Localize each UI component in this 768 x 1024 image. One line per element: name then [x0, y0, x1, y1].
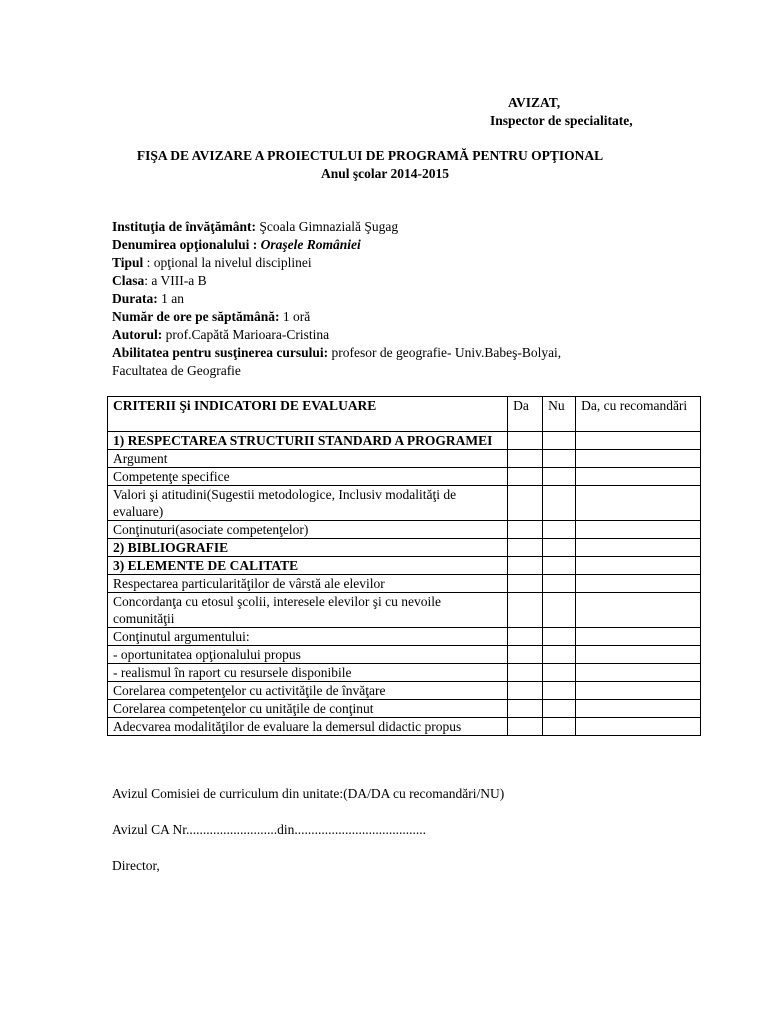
da-cell[interactable] [508, 468, 543, 486]
table-row [108, 557, 701, 575]
info-abilitatea [112, 344, 561, 362]
ore-value: 1 oră [279, 309, 311, 324]
da-cell[interactable] [508, 593, 543, 628]
nu-cell[interactable] [543, 539, 576, 557]
criterion-cell: Corelarea competenţelor cu unităţile de conţinut [108, 700, 508, 718]
denumirea-label: Denumirea opţionalului : [112, 237, 261, 252]
info-tipul [112, 254, 312, 272]
tipul-label: Tipul [112, 255, 144, 270]
nu-cell[interactable] [543, 718, 576, 736]
nu-cell[interactable] [543, 468, 576, 486]
abilitatea-value: profesor de geografie- Univ.Babeş-Bolyai, [328, 345, 562, 360]
criterion-cell: Competenţe specifice [108, 468, 508, 486]
da-cu-recomandari-cell[interactable] [576, 646, 701, 664]
denumirea-value: Oraşele României [260, 237, 361, 252]
criterion-cell: Respectarea particularităţilor de vârstă ale elevilor [108, 575, 508, 593]
da-cell[interactable] [508, 486, 543, 521]
da-cu-recomandari-cell[interactable] [576, 664, 701, 682]
da-cell[interactable] [508, 700, 543, 718]
da-cell[interactable] [508, 450, 543, 468]
criterion-cell: 1) RESPECTAREA STRUCTURII STANDARD A PROGRAMEI [108, 432, 508, 450]
info-denumirea [112, 236, 361, 254]
tipul-value: : opţional la nivelul disciplinei [143, 255, 312, 270]
info-ore [112, 308, 310, 326]
info-durata [112, 290, 184, 308]
criterion-cell: Concordanţa cu etosul şcolii, interesele elevilor şi cu nevoile comunităţii [108, 593, 508, 628]
da-cell[interactable] [508, 628, 543, 646]
criterion-cell: Adecvarea modalităţilor de evaluare la demersul didactic propus [108, 718, 508, 736]
nu-cell[interactable] [543, 486, 576, 521]
abilitatea-value-2: Facultatea de Geografie [112, 363, 241, 378]
table-row [108, 664, 701, 682]
da-cu-recomandari-cell[interactable] [576, 432, 701, 450]
nu-cell[interactable] [543, 682, 576, 700]
da-cu-recomandari-cell[interactable] [576, 557, 701, 575]
criterion-cell: Conţinuturi(asociate competenţelor) [108, 521, 508, 539]
autorul-value: prof.Capătă Marioara-Cristina [162, 327, 330, 342]
school-year: Anul şcolar 2014-2015 [320, 166, 449, 181]
nu-cell[interactable] [543, 646, 576, 664]
nu-cell[interactable] [543, 593, 576, 628]
table-row [108, 575, 701, 593]
autorul-label: Autorul: [112, 327, 163, 342]
table-row [108, 628, 701, 646]
table-row [108, 700, 701, 718]
nu-cell[interactable] [543, 575, 576, 593]
da-cu-recomandari-cell[interactable] [576, 700, 701, 718]
table-row [108, 432, 701, 450]
criterion-cell: - realismul în raport cu resursele disponibile [108, 664, 508, 682]
header-criterii: CRITERII Şi INDICATORI DE EVALUARE [108, 397, 508, 432]
durata-label: Durata: [112, 291, 158, 306]
da-cell[interactable] [508, 664, 543, 682]
da-cell[interactable] [508, 521, 543, 539]
da-cell[interactable] [508, 575, 543, 593]
clasa-value: : a VIII-a B [144, 273, 207, 288]
table-header-row [108, 397, 701, 432]
nu-cell[interactable] [543, 557, 576, 575]
director-label: Director, [112, 858, 160, 873]
table-row [108, 450, 701, 468]
table-row [108, 539, 701, 557]
da-cu-recomandari-cell[interactable] [576, 718, 701, 736]
criterion-cell: - oportunitatea opţionalului propus [108, 646, 508, 664]
info-institutia [112, 218, 398, 236]
table-row [108, 521, 701, 539]
avizul-comisiei: Avizul Comisiei de curriculum din unitate:(DA/DA cu recomandări/NU) [112, 786, 505, 801]
da-cell[interactable] [508, 432, 543, 450]
da-cell[interactable] [508, 718, 543, 736]
institutia-value: Şcoala Gimnazială Şugag [256, 219, 399, 234]
nu-cell[interactable] [543, 700, 576, 718]
criteria-table [107, 396, 701, 736]
criterion-cell: Corelarea competenţelor cu activităţile de învăţare [108, 682, 508, 700]
criterion-cell: 2) BIBLIOGRAFIE [108, 539, 508, 557]
da-cell[interactable] [508, 682, 543, 700]
criterion-cell: Conţinutul argumentului: [108, 628, 508, 646]
nu-cell[interactable] [543, 628, 576, 646]
table-row [108, 718, 701, 736]
ore-label: Număr de ore pe săptămână: [112, 309, 280, 324]
table-row [108, 646, 701, 664]
nu-cell[interactable] [543, 450, 576, 468]
criterion-cell: Valori şi atitudini(Sugestii metodologice, Inclusiv modalităţi de evaluare) [108, 486, 508, 521]
da-cu-recomandari-cell[interactable] [576, 450, 701, 468]
criterion-cell: Argument [108, 450, 508, 468]
avizat-label: AVIZAT, [508, 95, 561, 110]
table-row [108, 593, 701, 628]
da-cu-recomandari-cell[interactable] [576, 539, 701, 557]
da-cu-recomandari-cell[interactable] [576, 593, 701, 628]
document-title: FIŞA DE AVIZARE A PROIECTULUI DE PROGRAMĂ PENTRU OPŢIONAL [136, 148, 604, 163]
avizul-ca: Avizul CA Nr...........................din....................................... [112, 822, 427, 837]
info-clasa [112, 272, 207, 290]
info-autorul [112, 326, 329, 344]
da-cu-recomandari-cell[interactable] [576, 486, 701, 521]
da-cu-recomandari-cell[interactable] [576, 682, 701, 700]
table-row [108, 468, 701, 486]
da-cu-recomandari-cell[interactable] [576, 575, 701, 593]
da-cu-recomandari-cell[interactable] [576, 628, 701, 646]
info-abilitatea-cont [112, 362, 241, 380]
header-da-cu-recomandari: Da, cu recomandări [576, 397, 701, 432]
nu-cell[interactable] [543, 432, 576, 450]
table-row [108, 486, 701, 521]
abilitatea-label: Abilitatea pentru susţinerea cursului: [112, 345, 329, 360]
criterion-cell: 3) ELEMENTE DE CALITATE [108, 557, 508, 575]
institutia-label: Instituţia de învăţământ: [112, 219, 257, 234]
header-da: Da [508, 397, 543, 432]
clasa-label: Clasa [112, 273, 145, 288]
da-cell[interactable] [508, 557, 543, 575]
inspector-label: Inspector de specialitate, [490, 113, 633, 128]
da-cu-recomandari-cell[interactable] [576, 468, 701, 486]
da-cu-recomandari-cell[interactable] [576, 521, 701, 539]
table-row [108, 682, 701, 700]
da-cell[interactable] [508, 646, 543, 664]
nu-cell[interactable] [543, 521, 576, 539]
nu-cell[interactable] [543, 664, 576, 682]
durata-value: 1 an [157, 291, 184, 306]
da-cell[interactable] [508, 539, 543, 557]
header-nu: Nu [543, 397, 576, 432]
